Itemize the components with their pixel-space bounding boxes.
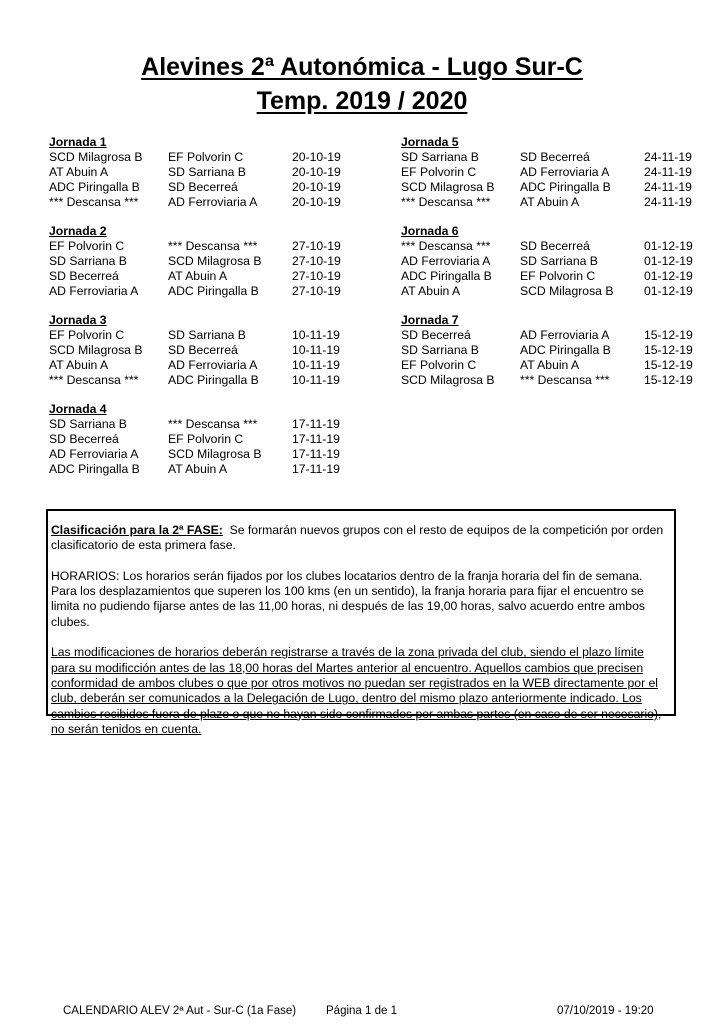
home-team: AT Abuin A (49, 358, 109, 372)
away-team: *** Descansa *** (168, 239, 258, 253)
home-team: SCD Milagrosa B (401, 180, 495, 194)
home-team: *** Descansa *** (49, 195, 139, 209)
info-box (46, 509, 676, 736)
away-team: ADC Piringalla B (520, 343, 611, 357)
match-row (401, 195, 701, 210)
clasificacion-text: Se formarán nuevos grupos con el resto de equipos de la competición por orden clasificatorio de esta primera fase. (51, 523, 664, 553)
match-date: 01-12-19 (644, 239, 693, 253)
home-team: EF Polvorin C (49, 239, 125, 253)
match-date: 27-10-19 (292, 254, 341, 268)
jornada-block (49, 313, 349, 388)
match-row (401, 239, 701, 254)
home-team: AD Ferroviaria A (49, 284, 139, 298)
jornada-title: Jornada 3 (49, 313, 107, 327)
match-row (49, 269, 349, 284)
match-date: 27-10-19 (292, 269, 341, 283)
home-team: AT Abuin A (49, 165, 109, 179)
away-team: SD Sarriana B (520, 254, 598, 268)
away-team: AT Abuin A (168, 462, 228, 476)
home-team: SD Sarriana B (49, 417, 127, 431)
match-row (49, 358, 349, 373)
home-team: SD Becerreá (49, 432, 119, 446)
document-title: Alevines 2ª Autonómica - Lugo Sur-C (141, 53, 583, 81)
match-row (49, 343, 349, 358)
away-team: ADC Piringalla B (520, 180, 611, 194)
home-team: SD Sarriana B (401, 343, 479, 357)
match-date: 01-12-19 (644, 284, 693, 298)
home-team: *** Descansa *** (401, 239, 491, 253)
away-team: AT Abuin A (520, 195, 580, 209)
away-team: SCD Milagrosa B (168, 447, 262, 461)
match-row (49, 165, 349, 180)
away-team: SD Sarriana B (168, 328, 246, 342)
match-row (401, 165, 701, 180)
jornada-title: Jornada 2 (49, 224, 107, 238)
match-date: 17-11-19 (292, 447, 340, 461)
jornada-title: Jornada 7 (401, 313, 459, 327)
away-team: ADC Piringalla B (168, 373, 259, 387)
away-team: SD Becerreá (168, 180, 238, 194)
jornada-block (401, 313, 701, 388)
match-date: 15-12-19 (644, 328, 693, 342)
home-team: EF Polvorin C (49, 328, 125, 342)
match-date: 20-10-19 (292, 195, 341, 209)
jornada-block (401, 135, 701, 210)
season-title: Temp. 2019 / 2020 (256, 87, 468, 115)
match-row (401, 343, 701, 358)
away-team: SD Becerreá (520, 150, 590, 164)
match-date: 10-11-19 (292, 328, 340, 342)
clasificacion-paragraph (51, 523, 668, 554)
away-team: EF Polvorin C (520, 269, 596, 283)
match-row (49, 150, 349, 165)
horarios-paragraph: HORARIOS: Los horarios serán fijados por los clubes locatarios dentro de la franja horaria del fin de semana. Para los desplazamientos que superen los 100 kms (en un sentido), la franja horaria para fijar el encuentro se limita no pudiendo fijarse antes de las 11,00 horas, ni después de las 19,00 horas, salvo acuerdo entre ambos clubes. (51, 568, 645, 629)
home-team: EF Polvorin C (401, 165, 477, 179)
match-row (401, 254, 701, 269)
home-team: SCD Milagrosa B (49, 343, 143, 357)
away-team: SD Becerreá (168, 343, 238, 357)
match-date: 17-11-19 (292, 417, 340, 431)
match-date: 10-11-19 (292, 343, 340, 357)
match-date: 10-11-19 (292, 358, 340, 372)
away-team: AD Ferroviaria A (168, 195, 258, 209)
match-date: 24-11-19 (644, 180, 692, 194)
match-date: 24-11-19 (644, 150, 692, 164)
home-team: SCD Milagrosa B (401, 373, 495, 387)
home-team: AT Abuin A (401, 284, 461, 298)
match-date: 10-11-19 (292, 373, 340, 387)
match-date: 01-12-19 (644, 254, 693, 268)
match-date: 20-10-19 (292, 180, 341, 194)
home-team: AD Ferroviaria A (401, 254, 491, 268)
match-row (49, 195, 349, 210)
away-team: AT Abuin A (520, 358, 580, 372)
home-team: SD Becerreá (49, 269, 119, 283)
away-team: *** Descansa *** (520, 373, 610, 387)
match-row (401, 328, 701, 343)
away-team: SD Becerreá (520, 239, 590, 253)
home-team: SD Sarriana B (49, 254, 127, 268)
match-row (49, 373, 349, 388)
away-team: AD Ferroviaria A (520, 328, 610, 342)
away-team: AD Ferroviaria A (168, 358, 258, 372)
away-team: ADC Piringalla B (168, 284, 259, 298)
footer-document-name: CALENDARIO ALEV 2ª Aut - Sur-C (1a Fase) (63, 1005, 297, 1017)
match-row (401, 269, 701, 284)
away-team: SCD Milagrosa B (168, 254, 262, 268)
match-row (401, 180, 701, 195)
match-row (49, 447, 349, 462)
match-date: 24-11-19 (644, 165, 692, 179)
match-date: 20-10-19 (292, 165, 341, 179)
match-row (401, 373, 701, 388)
jornada-block (49, 224, 349, 299)
match-date: 27-10-19 (292, 284, 341, 298)
jornada-title: Jornada 4 (49, 402, 107, 416)
match-row (49, 254, 349, 269)
match-date: 20-10-19 (292, 150, 341, 164)
match-date: 17-11-19 (292, 432, 340, 446)
away-team: SD Sarriana B (168, 165, 246, 179)
match-row (49, 432, 349, 447)
jornada-title: Jornada 5 (401, 135, 459, 149)
jornada-title: Jornada 6 (401, 224, 459, 238)
home-team: SD Sarriana B (401, 150, 479, 164)
away-team: SCD Milagrosa B (520, 284, 614, 298)
home-team: ADC Piringalla B (49, 462, 140, 476)
home-team: SD Becerreá (401, 328, 471, 342)
jornada-block (401, 224, 701, 299)
match-row (49, 180, 349, 195)
jornada-block (49, 135, 349, 210)
home-team: AD Ferroviaria A (49, 447, 139, 461)
home-team: *** Descansa *** (49, 373, 139, 387)
away-team: EF Polvorin C (168, 432, 244, 446)
away-team: AT Abuin A (168, 269, 228, 283)
match-row (401, 284, 701, 299)
footer-datetime: 07/10/2019 - 19:20 (557, 1005, 654, 1017)
away-team: EF Polvorin C (168, 150, 244, 164)
match-row (49, 328, 349, 343)
match-row (49, 284, 349, 299)
jornada-block (49, 402, 349, 477)
match-date: 24-11-19 (644, 195, 692, 209)
match-row (401, 358, 701, 373)
footer-page-number: Página 1 de 1 (326, 1005, 397, 1017)
home-team: EF Polvorin C (401, 358, 477, 372)
match-date: 27-10-19 (292, 239, 341, 253)
away-team: *** Descansa *** (168, 417, 258, 431)
match-row (49, 462, 349, 477)
match-date: 01-12-19 (644, 269, 693, 283)
match-date: 15-12-19 (644, 373, 693, 387)
match-date: 15-12-19 (644, 343, 693, 357)
clasificacion-label: Clasificación para la 2ª FASE: (51, 523, 223, 537)
home-team: ADC Piringalla B (401, 269, 492, 283)
away-team: AD Ferroviaria A (520, 165, 610, 179)
match-row (49, 239, 349, 254)
match-date: 17-11-19 (292, 462, 340, 476)
modificaciones-paragraph: Las modificaciones de horarios deberán registrarse a través de la zona privada del club, siendo el plazo límite para su modificción antes de las 18,00 horas del Martes anterior al encuentro. Aquellos cambios que precisen conformidad de ambos clubes o que por otros motivos no puedan ser registrados en la WEB directamente por el club, deberán ser comunicados a la Delegación de Lugo, dentro del mismo plazo anteriormente indicado. Los cambios recibidos fuera de plazo o que no hayan sido confirmados por ambas partes (en caso de ser necesario), no serán tenidos en cuenta. (51, 645, 662, 736)
home-team: *** Descansa *** (401, 195, 491, 209)
home-team: SCD Milagrosa B (49, 150, 143, 164)
match-row (401, 150, 701, 165)
jornada-title: Jornada 1 (49, 135, 107, 149)
home-team: ADC Piringalla B (49, 180, 140, 194)
match-row (49, 417, 349, 432)
match-date: 15-12-19 (644, 358, 693, 372)
